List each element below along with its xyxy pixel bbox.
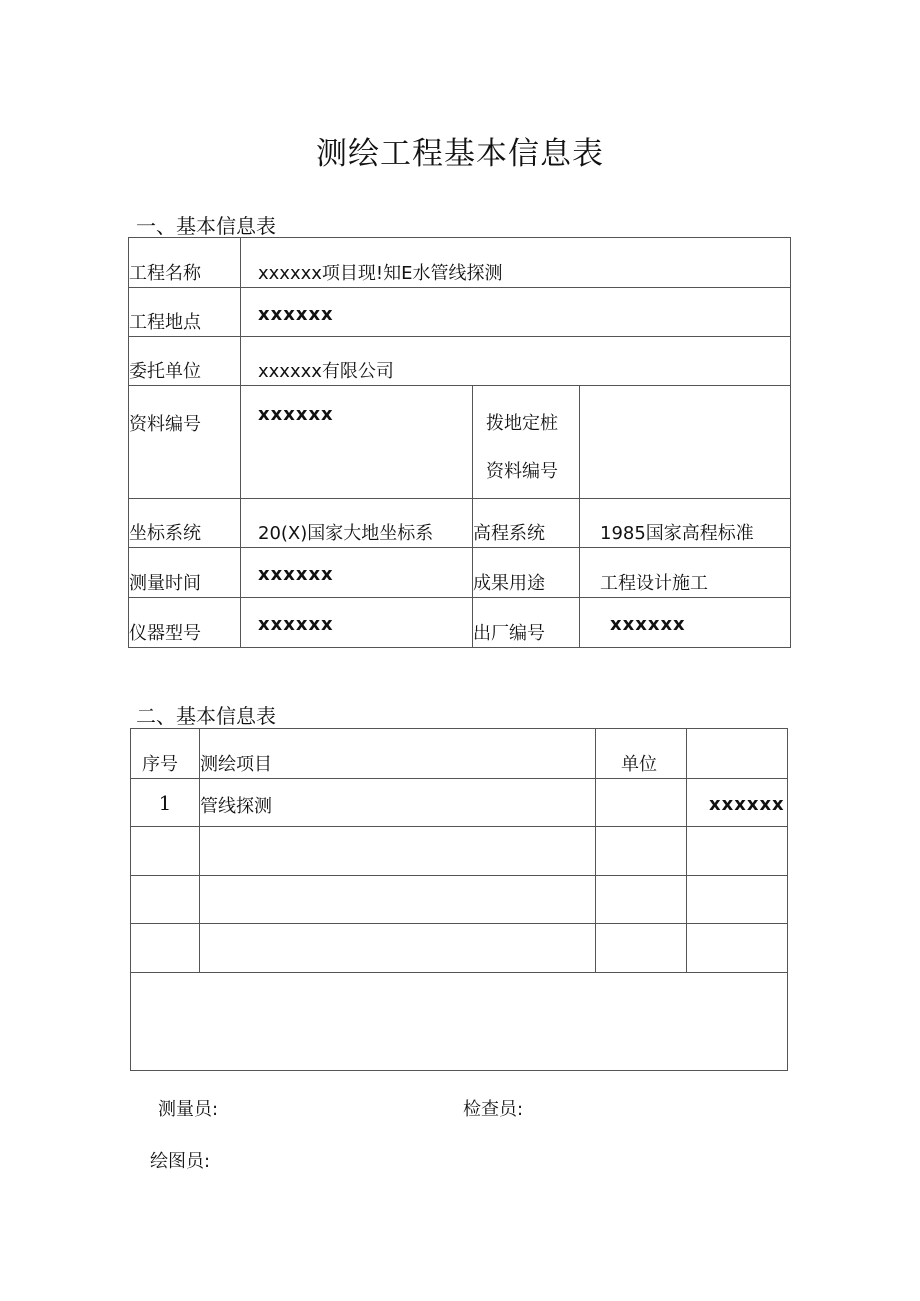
- row-unit: [596, 827, 687, 876]
- row-unit: [596, 876, 687, 924]
- row-item: [200, 876, 596, 924]
- row-project-name: [129, 238, 791, 288]
- row-item: [200, 827, 596, 876]
- checker-signature: 检查员:: [463, 1099, 524, 1120]
- row-extra: [687, 827, 788, 876]
- row-doc-no: [129, 386, 791, 499]
- purpose-value: 工程设计施工: [580, 548, 791, 598]
- stake-label: [473, 386, 580, 499]
- table-row: [131, 924, 788, 973]
- stake-value: [580, 386, 791, 499]
- client-value: xxxxxx有限公司: [241, 337, 791, 386]
- project-site-value: xxxxxx: [241, 288, 791, 337]
- survey-time-label: 测量时间: [129, 548, 241, 598]
- drafter-signature: [150, 1148, 270, 1172]
- doc-no-label: 资料编号: [129, 386, 241, 499]
- row-seq: [131, 876, 200, 924]
- table-row: [131, 876, 788, 924]
- header-seq: 序号: [131, 729, 200, 779]
- serial-label: 出厂编号: [473, 598, 580, 648]
- row-client: [129, 337, 791, 386]
- header-extra: [687, 729, 788, 779]
- elev-label: 高程系统: [473, 499, 580, 548]
- coord-label: 坐标系统: [129, 499, 241, 548]
- row-unit: [596, 779, 687, 827]
- surveyor-signature: 测量员:: [158, 1099, 219, 1120]
- row-project-site: [129, 288, 791, 337]
- purpose-label: 成果用途: [473, 548, 580, 598]
- project-site-label: 工程地点: [129, 288, 241, 337]
- instrument-value: xxxxxx: [241, 598, 473, 648]
- basic-info-table: [128, 237, 791, 648]
- drafter-signature-label: 绘图员:: [150, 1151, 211, 1172]
- remarks-row: [131, 973, 788, 1071]
- row-seq: [131, 827, 200, 876]
- row-seq: [131, 924, 200, 973]
- table-row: [131, 779, 788, 827]
- survey-time-value: xxxxxx: [241, 548, 473, 598]
- items-header-row: [131, 729, 788, 779]
- row-extra: [687, 924, 788, 973]
- coord-value: 20(X)国家大地坐标系: [241, 499, 473, 548]
- client-label: 委托单位: [129, 337, 241, 386]
- row-extra: xxxxxx: [687, 779, 788, 827]
- header-item: 测绘项目: [200, 729, 596, 779]
- elev-value: 1985国家高程标准: [580, 499, 791, 548]
- section2-heading: 二、基本信息表: [136, 704, 276, 728]
- survey-items-table: [130, 728, 788, 1071]
- doc-no-value: xxxxxx: [241, 386, 473, 499]
- row-item: 管线探测: [200, 779, 596, 827]
- section1-heading: 一、基本信息表: [136, 214, 276, 238]
- header-unit: 单位: [596, 729, 687, 779]
- row-unit: [596, 924, 687, 973]
- instrument-label: 仪器型号: [129, 598, 241, 648]
- row-instrument: [129, 598, 791, 648]
- row-extra: [687, 876, 788, 924]
- remarks-cell: [131, 973, 788, 1071]
- project-name-label: 工程名称: [129, 238, 241, 288]
- row-seq: 1: [131, 779, 200, 827]
- row-survey-time: [129, 548, 791, 598]
- project-name-value: xxxxxx项目现!知E水管线探测: [241, 238, 791, 288]
- table-row: [131, 827, 788, 876]
- page-title: 测绘工程基本信息表: [316, 136, 604, 172]
- stake-label-line1: 拨地定桩: [486, 413, 558, 434]
- row-coord: [129, 499, 791, 548]
- serial-value: xxxxxx: [580, 598, 791, 648]
- row-item: [200, 924, 596, 973]
- stake-label-line2: 资料编号: [486, 461, 558, 482]
